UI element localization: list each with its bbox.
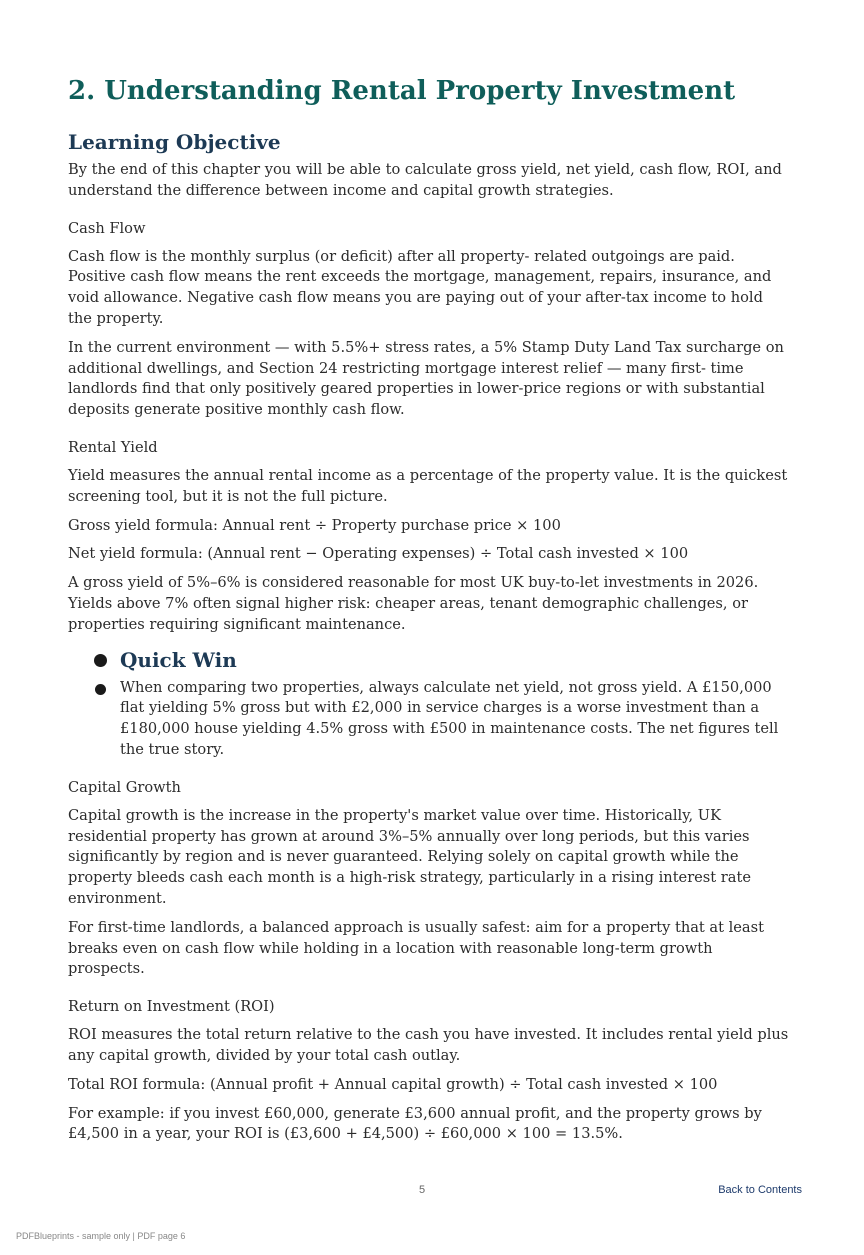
rental-yield-heading: Rental Yield: [68, 438, 158, 456]
sample-watermark-note: PDFBlueprints - sample only | PDF page 6: [16, 1231, 186, 1241]
roi-heading: Return on Investment (ROI): [68, 998, 275, 1016]
learning-objective-text: By the end of this chapter you will be able to calculate gross yield, net yield, cash flow, ROI, and understand the difference between income and capital growth strategies.: [68, 161, 782, 199]
bullet-icon: [95, 684, 106, 695]
back-to-contents-link[interactable]: Back to Contents: [718, 1184, 802, 1196]
quick-win-title-item: [120, 646, 790, 674]
chapter-title: 2. Understanding Rental Property Investment: [68, 76, 736, 106]
capital-growth-paragraph: Capital growth is the increase in the property's market value over time. Historically, UK residential property has grown at around 3%–5% annually over long periods, but this varies significantly by region and is never guaranteed. Relying solely on capital growth while the property bleeds cash each month is a high-risk strategy, particularly in a rising interest rate environment.: [68, 806, 751, 907]
quick-win-text-item: [120, 678, 790, 761]
document-page: [68, 72, 790, 1153]
roi-example: For example: if you invest £60,000, generate £3,600 annual profit, and the property grows by £4,500 in a year, your ROI is (£3,600 + £4,500) ÷ £60,000 × 100 = 13.5%.: [68, 1104, 762, 1143]
rental-yield-paragraph: Yield measures the annual rental income as a percentage of the property value. It is the quickest screening tool, but it is not the full picture.: [68, 466, 788, 505]
page-number: 5: [419, 1184, 426, 1196]
cash-flow-paragraph: Cash flow is the monthly surplus (or deficit) after all property- related outgoings are paid. Positive cash flow means the rent exceeds the mortgage, management, repairs, insurance, and void allowance. Negative cash flow means you are paying out of your after-tax income to hold the property.: [68, 247, 772, 327]
bullet-icon: [94, 654, 107, 667]
rental-yield-paragraph: A gross yield of 5%–6% is considered reasonable for most UK buy-to-let investments in 2026. Yields above 7% often signal higher risk: cheaper areas, tenant demographic challenges, or properties requiring significant maintenance.: [68, 574, 759, 633]
capital-growth-heading: Capital Growth: [68, 778, 181, 796]
quick-win-text: When comparing two properties, always calculate net yield, not gross yield. A £150,000 flat yielding 5% gross but with £2,000 in service charges is a worse investment than a £180,000 house yielding 4.5% gross with £500 in maintenance costs. The net figures tell the true story.: [120, 678, 779, 758]
gross-yield-formula: Gross yield formula: Annual rent ÷ Property purchase price × 100: [68, 516, 561, 534]
cash-flow-heading: Cash Flow: [68, 219, 146, 237]
capital-growth-paragraph: For first-time landlords, a balanced approach is usually safest: aim for a property that at least breaks even on cash flow while holding in a location with reasonable long-term growth prospects.: [68, 918, 764, 978]
roi-paragraph: ROI measures the total return relative to the cash you have invested. It includes rental yield plus any capital growth, divided by your total cash outlay.: [68, 1026, 789, 1064]
net-yield-formula: Net yield formula: (Annual rent − Operating expenses) ÷ Total cash invested × 100: [68, 545, 689, 563]
roi-formula: Total ROI formula: (Annual profit + Annual capital growth) ÷ Total cash invested × 100: [68, 1075, 718, 1093]
quick-win-title: Quick Win: [120, 647, 237, 672]
learning-objective-heading: Learning Objective: [68, 130, 281, 154]
cash-flow-paragraph: In the current environment — with 5.5%+ stress rates, a 5% Stamp Duty Land Tax surcharge on additional dwellings, and Section 24 restricting mortgage interest relief — many first- time landlords find that only positively geared properties in lower-price regions or with substantial deposits generate positive monthly cash flow.: [68, 338, 784, 419]
quick-win-callout: [68, 646, 790, 761]
